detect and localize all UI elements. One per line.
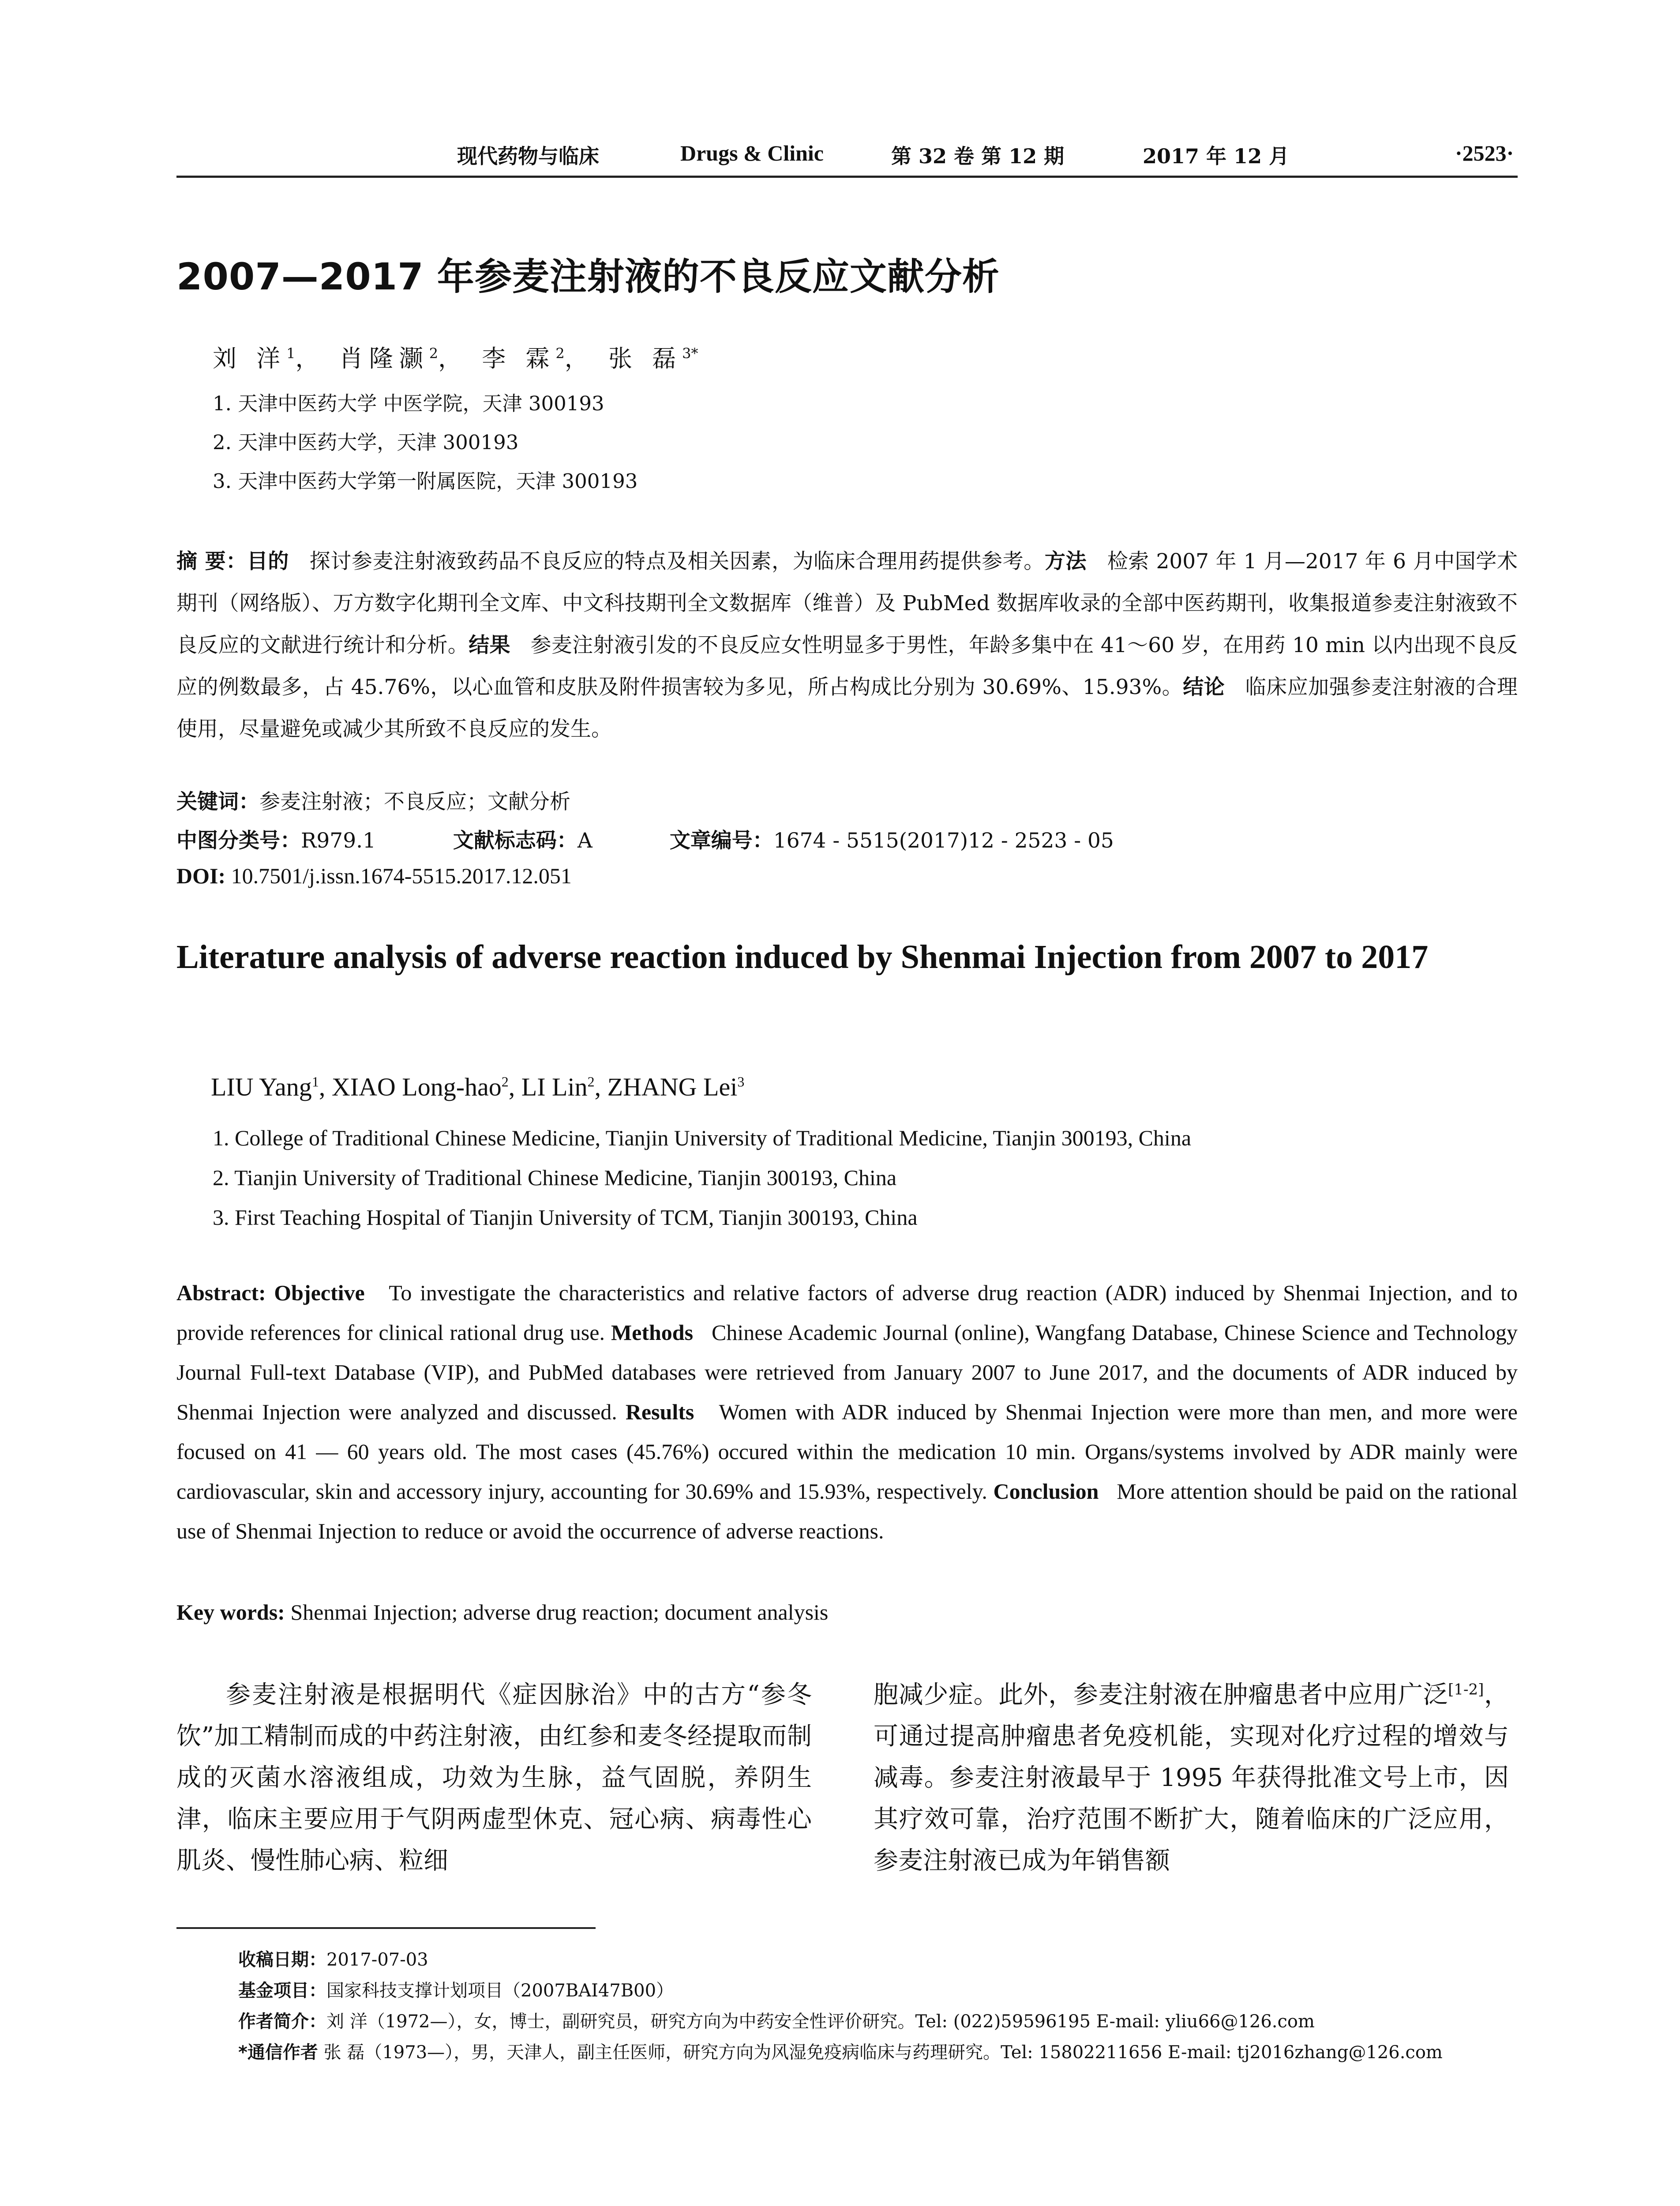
- results-label: 结果: [469, 633, 510, 657]
- clc-label: 中图分类号：: [176, 829, 301, 853]
- author-name: 刘 洋: [213, 345, 287, 372]
- journal-name-en: Drugs & Clinic: [680, 141, 824, 165]
- author-name: 肖隆灏: [339, 345, 429, 372]
- footnote-text: 2017-07-03: [326, 1950, 428, 1970]
- footnote-label: *通信作者: [238, 2042, 318, 2063]
- conclusion-label: 结论: [1183, 675, 1225, 699]
- objective-text: 探讨参麦注射液致药品不良反应的特点及相关因素，为临床合理用药提供参考。: [309, 549, 1045, 574]
- affiliation-en: 2. Tianjin University of Traditional Chinese Medicine, Tianjin 300193, China: [213, 1165, 897, 1190]
- body-text: ，可通过提高肿瘤患者免疫机能，实现对化疗过程的增效与减毒。参麦注射液最早于 1995 年获得批准文号上市，因其疗效可靠，治疗范围不断扩大，随着临床的广泛应用，参麦注射液已成为年销售额: [874, 1681, 1509, 1875]
- author-name: 李 霖: [482, 345, 556, 372]
- body-column-left: 参麦注射液是根据明代《症因脉治》中的古方“参冬饮”加工精制而成的中药注射液，由红参和麦冬经提取而制成的灭菌水溶液组成，功效为生脉，益气固脱，养阴生津，临床主要应用于气阴两虚型休克、冠心病、病毒性心肌炎、慢性肺心病、粒细: [176, 1681, 812, 1875]
- footnote-received: [238, 1946, 428, 1971]
- page-number: ·2523·: [1455, 141, 1514, 165]
- author-affiliation-mark: 1: [286, 345, 296, 362]
- volume-issue: 第 32 卷 第 12 期: [891, 144, 1065, 168]
- abstract-label: Abstract:: [176, 1280, 266, 1305]
- keywords-text: Shenmai Injection; adverse drug reaction; document analysis: [290, 1600, 829, 1624]
- body-text: 胞减少症。此外，参麦注射液在肿瘤患者中应用广泛: [874, 1681, 1448, 1709]
- article-no-label: 文章编号：: [669, 829, 773, 853]
- author-name: 张 磊: [608, 345, 682, 372]
- body-column-right: [874, 1674, 1509, 1882]
- footnote-funding: [238, 1977, 674, 2002]
- objective-text: To investigate the characteristics and relative factors of adverse drug reaction (ADR) induced by Shenmai Injection, and to provide references for clinical rational drug use.: [176, 1280, 1518, 1345]
- author-name: LIU Yang: [211, 1073, 312, 1101]
- running-header: [0, 140, 1680, 184]
- article-title-cn: 2007—2017 年参麦注射液的不良反应文献分析: [176, 255, 1000, 298]
- clc-value: R979.1: [301, 829, 376, 853]
- results-label: Results: [625, 1399, 694, 1424]
- objective-label: 目的: [247, 549, 289, 574]
- footnote-label: 收稿日期：: [238, 1950, 326, 1970]
- abstract-en: [176, 1273, 1518, 1551]
- footnote-text: 国家科技支撑计划项目（2007BAI47B00）: [326, 1981, 674, 2001]
- classification-line: [176, 824, 1114, 854]
- article-no-value: 1674 - 5515(2017)12 - 2523 - 05: [773, 829, 1114, 853]
- doc-code-value: A: [577, 829, 592, 853]
- author-affiliation-mark: 2: [501, 1073, 509, 1090]
- author-separator: ，: [564, 345, 595, 372]
- keywords-text: 参麦注射液；不良反应；文献分析: [259, 790, 570, 814]
- methods-text: Chinese Academic Journal (online), Wangfang Database, Chinese Science and Technology Journal Full-text Database (VIP), and PubMed databases were retrieved from January 2007 to June 2017, and the documents of ADR induced by Shenmai Injection were analyzed and discussed.: [176, 1320, 1518, 1424]
- abstract-label: 摘 要：: [176, 549, 247, 574]
- affiliation-cn: 2. 天津中医药大学，天津 300193: [213, 431, 519, 454]
- keywords-cn: [176, 785, 570, 815]
- affiliation-cn: 1. 天津中医药大学 中医学院，天津 300193: [213, 392, 604, 415]
- author-list-cn: [213, 340, 698, 374]
- footnote-label: 作者简介：: [238, 2011, 326, 2032]
- methods-label: Methods: [611, 1320, 694, 1345]
- affiliation-en: 3. First Teaching Hospital of Tianjin University of TCM, Tianjin 300193, China: [213, 1205, 918, 1230]
- author-separator: ，: [295, 345, 326, 372]
- author-name: LI Lin: [521, 1073, 588, 1101]
- footnote-rule: [176, 1927, 596, 1929]
- author-separator: ，: [438, 345, 469, 372]
- abstract-cn: [176, 540, 1518, 750]
- footnote-text: 张 磊（1973—），男，天津人，副主任医师，研究方向为风湿免疫病临床与药理研究。Tel: 15802211656 E-mail: tj2016zhang@126.com: [318, 2042, 1443, 2063]
- author-name: XIAO Long-hao: [331, 1073, 502, 1101]
- author-affiliation-mark: 2: [429, 345, 439, 362]
- methods-label: 方法: [1044, 549, 1087, 574]
- author-affiliation-mark: 3: [737, 1073, 745, 1090]
- article-title-en: Literature analysis of adverse reaction induced by Shenmai Injection from 2007 to 2017: [176, 938, 1429, 975]
- doi-line: [176, 863, 572, 889]
- author-list-en: LIU Yang$^1$, XIAO Long-hao$^2$, LI Lin$^2$, ZHANG Lei$^3$: [211, 1073, 745, 1101]
- doc-code-label: 文献标志码：: [453, 829, 578, 853]
- author-affiliation-mark: 1: [311, 1073, 319, 1090]
- objective-label: Objective: [274, 1280, 365, 1305]
- footnote-corresponding: [238, 2038, 1443, 2063]
- journal-name-cn: 现代药物与临床: [457, 144, 599, 168]
- author-name: ZHANG Lei: [607, 1073, 738, 1101]
- footnote-text: 刘 洋（1972—），女，博士，副研究员，研究方向为中药安全性评价研究。Tel: (022)59596195 E-mail: yliu66@126.com: [326, 2011, 1315, 2032]
- keywords-label: 关键词：: [176, 790, 259, 814]
- issue-date: 2017 年 12 月: [1143, 144, 1290, 168]
- author-affiliation-mark: 2: [587, 1073, 595, 1090]
- keywords-en: [176, 1599, 828, 1625]
- conclusion-text: More attention should be paid on the rational use of Shenmai Injection to reduce or avoid the occurrence of adverse reactions.: [176, 1479, 1518, 1543]
- conclusion-label: Conclusion: [993, 1479, 1099, 1504]
- results-text: 参麦注射液引发的不良反应女性明显多于男性，年龄多集中在 41～60 岁，在用药 10 min 以内出现不良反应的例数最多，占 45.76%，以心血管和皮肤及附件损害较为多见，所占构成比分别为 30.69%、15.93%。: [176, 633, 1518, 699]
- methods-text: 检索 2007 年 1 月—2017 年 6 月中国学术期刊（网络版）、万方数字化期刊全文库、中文科技期刊全文数据库（维普）及 PubMed 数据库收录的全部中医药期刊，收集报道参麦注射液致不良反应的文献进行统计和分析。: [176, 549, 1518, 657]
- header-rule: [176, 176, 1518, 178]
- results-text: Women with ADR induced by Shenmai Injection were more than men, and more were focused on 41 — 60 years old. The most cases (45.76%) occured within the medication 10 min. Organs/systems involved by ADR mainly were cardiovascular, skin and accessory injury, accounting for 30.69% and 15.93%, respectively.: [176, 1399, 1518, 1504]
- footnote-author-bio: [238, 2007, 1315, 2033]
- affiliation-cn: 3. 天津中医药大学第一附属医院，天津 300193: [213, 469, 638, 493]
- doi-label: DOI:: [176, 863, 226, 888]
- author-affiliation-mark: 2: [555, 345, 565, 362]
- conclusion-text: 临床应加强参麦注射液的合理使用，尽量避免或减少其所致不良反应的发生。: [176, 675, 1518, 741]
- doi-value: 10.7501/j.issn.1674-5515.2017.12.051: [231, 863, 572, 888]
- keywords-label: Key words:: [176, 1600, 285, 1624]
- affiliation-en: 1. College of Traditional Chinese Medicine, Tianjin University of Traditional Medicine, Tianjin 300193, China: [213, 1126, 1192, 1150]
- citation-ref: [1-2]: [1448, 1681, 1484, 1699]
- footnote-label: 基金项目：: [238, 1981, 326, 2001]
- author-affiliation-mark: 3*: [682, 345, 698, 362]
